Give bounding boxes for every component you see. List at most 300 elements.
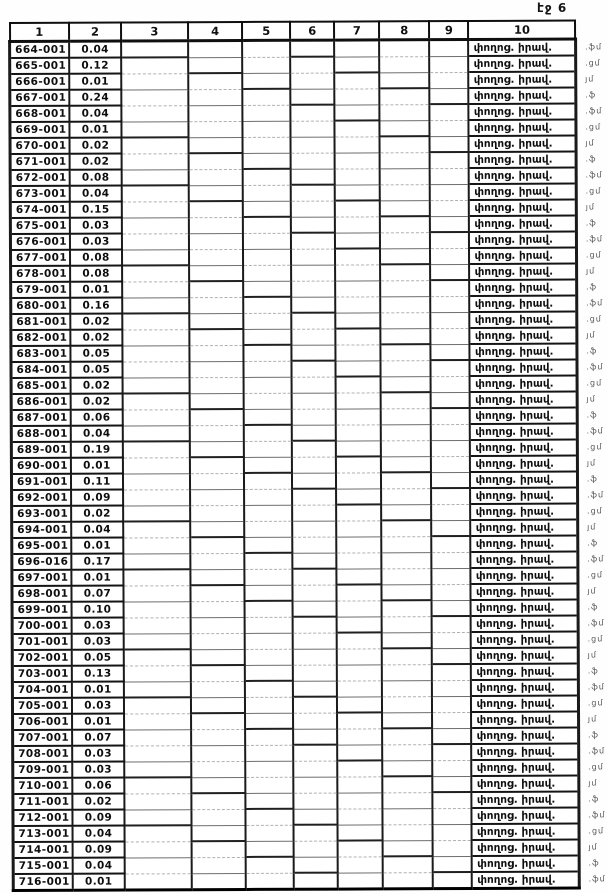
- empty-cell: [124, 681, 191, 697]
- empty-cell: [189, 281, 244, 297]
- empty-cell: [383, 840, 433, 856]
- empty-cell: [243, 265, 291, 281]
- empty-cell: [380, 200, 430, 216]
- empty-cell: [292, 505, 336, 521]
- empty-cell: [335, 136, 380, 152]
- empty-cell: [121, 41, 188, 58]
- margin-bleedthrough-artifact: .ֆմ: [586, 490, 605, 500]
- empty-cell: [431, 440, 470, 456]
- margin-bleedthrough-artifact: .ցմ: [586, 506, 603, 516]
- empty-cell: [335, 120, 380, 136]
- empty-cell: [338, 808, 383, 824]
- empty-cell: [125, 841, 192, 857]
- empty-cell: [291, 185, 335, 201]
- empty-cell: [382, 744, 432, 760]
- empty-cell: [189, 265, 244, 281]
- empty-cell: [430, 328, 469, 344]
- empty-cell: [290, 73, 334, 89]
- empty-cell: [293, 665, 337, 681]
- empty-cell: [191, 793, 246, 809]
- parcel-code-cell: 702-001: [12, 650, 72, 666]
- empty-cell: [433, 840, 472, 856]
- empty-cell: [382, 664, 432, 680]
- empty-cell: [382, 696, 432, 712]
- note-cell: փողոց. իրավ.: [470, 472, 577, 488]
- note-cell: փողոց. իրավ.: [472, 872, 579, 889]
- empty-cell: [381, 488, 431, 504]
- area-value-cell: 0.03: [70, 234, 122, 250]
- empty-cell: [294, 857, 338, 873]
- empty-cell: [431, 456, 470, 472]
- parcel-code-cell: 681-001: [11, 314, 71, 330]
- empty-cell: [190, 473, 245, 489]
- margin-bleedthrough-artifact: .ցմ: [586, 442, 603, 452]
- margin-bleedthrough-artifact: .ֆմ: [585, 234, 603, 244]
- empty-cell: [291, 265, 335, 281]
- empty-cell: [432, 728, 471, 744]
- margin-bleedthrough-artifact: .ցմ: [585, 186, 602, 196]
- area-value-cell: 0.07: [71, 586, 123, 602]
- parcel-code-cell: 713-001: [13, 826, 73, 842]
- empty-cell: [243, 185, 291, 201]
- note-cell: փողոց. իրավ.: [472, 824, 579, 840]
- empty-cell: [122, 169, 189, 185]
- column-header-3: 3: [121, 22, 188, 41]
- empty-cell: [243, 73, 291, 89]
- note-cell: փողոց. իրավ.: [470, 456, 577, 472]
- empty-cell: [121, 89, 188, 105]
- parcel-code-cell: 698-001: [12, 586, 72, 602]
- empty-cell: [431, 552, 470, 568]
- empty-cell: [432, 792, 471, 808]
- area-value-cell: 0.01: [69, 122, 121, 138]
- empty-cell: [191, 665, 246, 681]
- empty-cell: [431, 392, 470, 408]
- empty-cell: [337, 696, 382, 712]
- area-value-cell: 0.03: [72, 634, 124, 650]
- area-value-cell: 0.17: [71, 554, 123, 570]
- empty-cell: [189, 217, 244, 233]
- empty-cell: [188, 105, 243, 121]
- margin-bleedthrough-artifact: .ցմ: [585, 122, 602, 132]
- empty-cell: [292, 393, 336, 409]
- parcel-code-cell: 708-001: [13, 746, 73, 762]
- empty-cell: [293, 777, 337, 793]
- area-value-cell: 0.09: [73, 841, 125, 857]
- empty-cell: [190, 633, 245, 649]
- parcel-code-cell: 684-001: [11, 362, 71, 378]
- parcel-code-cell: 680-001: [11, 298, 71, 314]
- empty-cell: [337, 568, 382, 584]
- empty-cell: [338, 760, 383, 776]
- area-value-cell: 0.02: [71, 394, 123, 410]
- area-value-cell: 0.01: [70, 282, 122, 298]
- area-value-cell: 0.01: [72, 714, 124, 730]
- empty-cell: [335, 264, 380, 280]
- area-value-cell: 0.08: [70, 170, 122, 186]
- parcel-code-cell: 672-001: [10, 170, 70, 186]
- empty-cell: [335, 296, 380, 312]
- empty-cell: [124, 649, 191, 665]
- empty-cell: [382, 728, 432, 744]
- parcel-code-cell: 697-001: [12, 570, 72, 586]
- empty-cell: [291, 217, 335, 233]
- note-cell: փողոց. իրավ.: [469, 168, 576, 184]
- empty-cell: [291, 201, 335, 217]
- margin-bleedthrough-artifact: .ֆ: [588, 858, 600, 868]
- empty-cell: [430, 248, 469, 264]
- note-cell: փողոց. իրավ.: [469, 232, 576, 248]
- empty-cell: [188, 73, 243, 89]
- empty-cell: [293, 585, 337, 601]
- empty-cell: [379, 40, 429, 57]
- parcel-code-cell: 707-001: [13, 730, 73, 746]
- margin-bleedthrough-artifact: .ֆմ: [585, 170, 603, 180]
- parcel-code-cell: 669-001: [10, 122, 70, 138]
- margin-bleedthrough-artifact: .ֆմ: [586, 426, 604, 436]
- empty-cell: [432, 600, 471, 616]
- empty-cell: [433, 872, 472, 889]
- empty-cell: [188, 153, 243, 169]
- empty-cell: [431, 472, 470, 488]
- margin-bleedthrough-artifact: .ֆ: [586, 410, 598, 420]
- empty-cell: [430, 296, 469, 312]
- empty-cell: [335, 216, 380, 232]
- empty-cell: [190, 521, 245, 537]
- empty-cell: [431, 344, 470, 360]
- parcel-code-cell: 701-001: [12, 634, 72, 650]
- note-cell: փողոց. իրավ.: [470, 280, 577, 296]
- empty-cell: [191, 761, 246, 777]
- margin-bleedthrough-artifact: յմ: [586, 330, 596, 340]
- empty-cell: [335, 280, 380, 296]
- empty-cell: [245, 681, 293, 697]
- empty-cell: [292, 377, 336, 393]
- margin-bleedthrough-artifact: .ֆ: [585, 90, 597, 100]
- note-cell: փողոց. իրավ.: [469, 216, 576, 232]
- empty-cell: [382, 536, 432, 552]
- note-cell: փողոց. իրավ.: [470, 440, 577, 456]
- empty-cell: [243, 89, 291, 105]
- note-cell: փողոց. իրավ.: [469, 104, 576, 120]
- empty-cell: [337, 536, 382, 552]
- empty-cell: [382, 600, 432, 616]
- margin-bleedthrough-artifact: յմ: [586, 458, 597, 468]
- margin-bleedthrough-artifact: յմ: [586, 394, 596, 404]
- empty-cell: [242, 40, 290, 57]
- area-value-cell: 0.04: [70, 186, 122, 202]
- empty-cell: [380, 136, 430, 152]
- empty-cell: [382, 648, 432, 664]
- parcel-code-cell: 676-001: [10, 234, 70, 250]
- empty-cell: [294, 809, 338, 825]
- area-value-cell: 0.04: [71, 426, 123, 442]
- parcel-code-cell: 686-001: [11, 394, 71, 410]
- empty-cell: [191, 825, 246, 841]
- margin-bleedthrough-artifact: .ֆմ: [587, 554, 605, 564]
- empty-cell: [430, 200, 469, 216]
- parcel-code-cell: 705-001: [12, 698, 72, 714]
- empty-cell: [381, 312, 431, 328]
- empty-cell: [294, 873, 338, 890]
- margin-bleedthrough-artifact: .ֆ: [586, 282, 598, 292]
- note-cell: փողոց. իրավ.: [471, 552, 578, 568]
- margin-bleedthrough-artifact: .ֆմ: [588, 810, 606, 820]
- empty-cell: [292, 425, 336, 441]
- empty-cell: [338, 792, 383, 808]
- empty-cell: [189, 409, 244, 425]
- note-cell: փողոց. իրավ.: [469, 120, 576, 136]
- empty-cell: [123, 377, 190, 393]
- empty-cell: [124, 665, 191, 681]
- parcel-table: [8, 19, 607, 892]
- parcel-code-cell: 696-016: [12, 554, 72, 570]
- empty-cell: [245, 713, 293, 729]
- empty-cell: [245, 697, 293, 713]
- area-value-cell: 0.06: [71, 410, 123, 426]
- empty-cell: [191, 841, 246, 857]
- area-value-cell: 0.04: [69, 106, 121, 122]
- empty-cell: [383, 792, 433, 808]
- empty-cell: [380, 280, 430, 296]
- empty-cell: [336, 376, 381, 392]
- empty-cell: [190, 505, 245, 521]
- empty-cell: [124, 825, 191, 841]
- empty-cell: [338, 856, 383, 872]
- area-value-cell: 0.09: [72, 809, 124, 825]
- empty-cell: [292, 361, 336, 377]
- parcel-code-cell: 716-001: [13, 874, 73, 891]
- empty-cell: [123, 585, 190, 601]
- table-row: [13, 871, 607, 890]
- empty-cell: [338, 824, 383, 840]
- empty-cell: [430, 184, 469, 200]
- area-value-cell: 0.03: [72, 698, 124, 714]
- area-value-cell: 0.02: [70, 138, 122, 154]
- parcel-code-cell: 675-001: [10, 218, 70, 234]
- empty-cell: [122, 249, 189, 265]
- empty-cell: [293, 569, 337, 585]
- empty-cell: [244, 409, 292, 425]
- note-cell: փողոց. իրավ.: [472, 856, 579, 872]
- empty-cell: [429, 39, 468, 56]
- margin-bleedthrough-artifact: .ցմ: [588, 826, 605, 836]
- empty-cell: [431, 376, 470, 392]
- empty-cell: [292, 521, 336, 537]
- empty-cell: [380, 88, 430, 104]
- empty-cell: [430, 264, 469, 280]
- margin-bleedthrough-artifact: .ֆմ: [587, 618, 605, 628]
- empty-cell: [243, 105, 291, 121]
- parcel-code-cell: 667-001: [10, 90, 70, 106]
- empty-cell: [243, 249, 291, 265]
- margin-bleedthrough-artifact: .ցմ: [587, 698, 604, 708]
- empty-cell: [383, 760, 433, 776]
- empty-cell: [429, 104, 468, 120]
- empty-cell: [291, 233, 335, 249]
- margin-bleedthrough-artifact: .ցմ: [588, 762, 604, 772]
- area-value-cell: 0.12: [69, 58, 121, 74]
- empty-cell: [243, 153, 291, 169]
- empty-cell: [380, 184, 430, 200]
- area-value-cell: 0.05: [72, 650, 124, 666]
- empty-cell: [337, 584, 382, 600]
- margin-bleedthrough-artifact: .ֆմ: [585, 106, 603, 116]
- page-number-label: էջ 6: [537, 1, 568, 15]
- margin-bleedthrough-artifact: .ֆմ: [588, 874, 606, 884]
- note-cell: փողոց. իրավ.: [471, 632, 578, 648]
- empty-cell: [336, 472, 381, 488]
- empty-cell: [293, 681, 337, 697]
- empty-cell: [336, 392, 381, 408]
- area-value-cell: 0.03: [72, 762, 124, 778]
- empty-cell: [336, 456, 381, 472]
- empty-cell: [192, 873, 247, 890]
- note-cell: փողոց. իրավ.: [470, 344, 577, 360]
- note-cell: փողոց. իրավ.: [471, 568, 578, 584]
- empty-cell: [121, 121, 188, 137]
- note-cell: փողոց. իրավ.: [469, 248, 576, 264]
- empty-cell: [337, 680, 382, 696]
- margin-bleedthrough-artifact: .ֆմ: [584, 42, 603, 52]
- empty-cell: [124, 777, 191, 793]
- empty-cell: [335, 72, 380, 88]
- margin-bleedthrough-artifact: յմ: [587, 522, 597, 532]
- empty-cell: [191, 729, 246, 745]
- empty-cell: [430, 136, 469, 152]
- empty-cell: [190, 489, 245, 505]
- empty-cell: [190, 553, 245, 569]
- empty-cell: [292, 329, 336, 345]
- parcel-code-cell: 714-001: [13, 842, 73, 858]
- empty-cell: [291, 105, 335, 121]
- empty-cell: [246, 761, 294, 777]
- margin-bleedthrough-artifact: .ցմ: [585, 58, 601, 68]
- empty-cell: [121, 57, 188, 73]
- empty-cell: [122, 201, 189, 217]
- empty-cell: [381, 296, 431, 312]
- note-cell: փողոց. իրավ.: [471, 520, 578, 536]
- margin-bleedthrough-artifact: .ֆմ: [586, 362, 604, 372]
- empty-cell: [380, 248, 430, 264]
- empty-cell: [336, 520, 381, 536]
- empty-cell: [190, 601, 245, 617]
- parcel-code-cell: 706-001: [13, 714, 73, 730]
- parcel-code-cell: 671-001: [10, 154, 70, 170]
- area-value-cell: 0.01: [72, 682, 124, 698]
- empty-cell: [293, 553, 337, 569]
- column-header-9: 9: [429, 21, 468, 40]
- empty-cell: [188, 57, 243, 73]
- empty-cell: [244, 377, 292, 393]
- empty-cell: [293, 697, 337, 713]
- note-cell: փողոց. իրավ.: [471, 536, 578, 552]
- empty-cell: [123, 441, 190, 457]
- empty-cell: [244, 425, 292, 441]
- area-value-cell: 0.08: [70, 266, 122, 282]
- area-value-cell: 0.04: [71, 522, 123, 538]
- empty-cell: [244, 505, 292, 521]
- empty-cell: [381, 376, 431, 392]
- note-cell: փողոց. իրավ.: [472, 744, 579, 760]
- empty-cell: [291, 313, 335, 329]
- empty-cell: [336, 488, 381, 504]
- parcel-code-cell: 682-001: [11, 330, 71, 346]
- parcel-code-cell: 688-001: [11, 426, 71, 442]
- area-value-cell: 0.15: [70, 202, 122, 218]
- empty-cell: [382, 568, 432, 584]
- parcel-code-cell: 703-001: [12, 666, 72, 682]
- parcel-code-cell: 704-001: [12, 682, 72, 698]
- note-cell: փողոց. իրավ.: [471, 488, 578, 504]
- empty-cell: [245, 665, 293, 681]
- area-value-cell: 0.01: [71, 570, 123, 586]
- empty-cell: [337, 728, 382, 744]
- column-header-1: 1: [10, 23, 70, 42]
- empty-cell: [337, 712, 382, 728]
- empty-cell: [338, 872, 383, 889]
- empty-cell: [381, 456, 431, 472]
- empty-cell: [244, 521, 292, 537]
- empty-cell: [244, 473, 292, 489]
- empty-cell: [381, 328, 431, 344]
- empty-cell: [245, 649, 293, 665]
- empty-cell: [431, 360, 470, 376]
- empty-cell: [245, 745, 293, 761]
- empty-cell: [122, 313, 189, 329]
- margin-bleedthrough-artifact: յմ: [585, 74, 595, 84]
- area-value-cell: 0.03: [70, 218, 122, 234]
- empty-cell: [123, 425, 190, 441]
- parcel-code-cell: 700-001: [12, 618, 72, 634]
- empty-cell: [336, 328, 381, 344]
- empty-cell: [244, 297, 292, 313]
- empty-cell: [245, 617, 293, 633]
- empty-cell: [122, 185, 189, 201]
- empty-cell: [190, 425, 245, 441]
- margin-bleedthrough-artifact: .ֆ: [586, 474, 598, 484]
- empty-cell: [335, 232, 380, 248]
- empty-cell: [432, 632, 471, 648]
- empty-cell: [382, 616, 432, 632]
- note-cell: փողոց. իրավ.: [470, 376, 577, 392]
- empty-cell: [122, 153, 189, 169]
- margin-bleedthrough-artifact: յմ: [585, 266, 596, 276]
- empty-cell: [335, 168, 380, 184]
- empty-cell: [190, 569, 245, 585]
- empty-cell: [430, 120, 469, 136]
- margin-bleedthrough-artifact: .ֆ: [587, 730, 599, 740]
- empty-cell: [124, 729, 191, 745]
- empty-cell: [336, 344, 381, 360]
- margin-bleedthrough-artifact: .ֆ: [588, 794, 600, 804]
- empty-cell: [433, 808, 472, 824]
- empty-cell: [121, 105, 188, 121]
- note-cell: փողոց. իրավ.: [471, 600, 578, 616]
- parcel-code-cell: 685-001: [11, 378, 71, 394]
- empty-cell: [123, 553, 190, 569]
- empty-cell: [432, 568, 471, 584]
- empty-cell: [123, 409, 190, 425]
- empty-cell: [290, 40, 334, 57]
- empty-cell: [430, 280, 469, 296]
- parcel-code-cell: 692-001: [12, 490, 72, 506]
- area-value-cell: 0.07: [72, 730, 124, 746]
- empty-cell: [245, 585, 293, 601]
- area-value-cell: 0.09: [71, 490, 123, 506]
- empty-cell: [380, 104, 430, 120]
- parcel-code-cell: 690-001: [11, 458, 71, 474]
